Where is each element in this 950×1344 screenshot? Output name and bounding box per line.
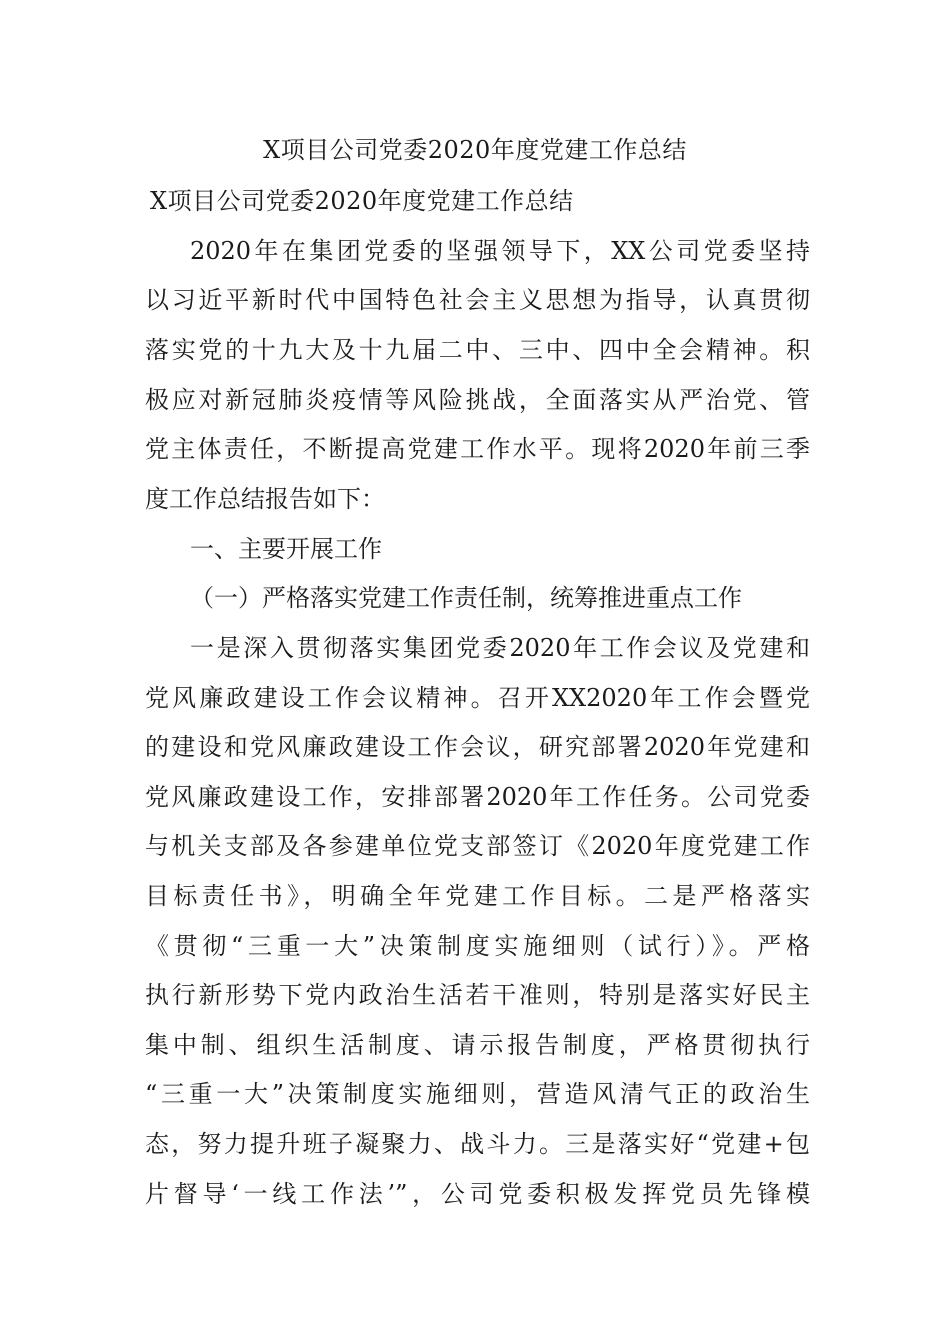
paragraph-line: 以习近平新时代中国特色社会主义思想为指导，认真贯彻 [145,286,810,314]
paragraph-line: 执行新形势下党内政治生活若干准则，特别是落实好民主 [145,981,810,1009]
paragraph-line: 落实党的十九大及十九届二中、三中、四中全会精神。积 [145,336,810,364]
paragraph-line: 片督导‘一线工作法’”，公司党委积极发挥党员先锋模 [145,1180,810,1208]
paragraph-line: 集中制、组织生活制度、请示报告制度，严格贯彻执行 [145,1031,810,1059]
paragraph-line: 度工作总结报告如下： [145,485,385,513]
section-heading: 一、主要开展工作 [190,535,382,563]
paragraph-line: “三重一大”决策制度实施细则，营造风清气正的政治生 [145,1080,810,1108]
paragraph-line: 党主体责任，不断提高党建工作水平。现将2020年前三季 [145,435,810,463]
paragraph-line: 与机关支部及各参建单位党支部签订《2020年度党建工作 [145,832,810,860]
paragraph-line: 目标责任书》，明确全年党建工作目标。二是严格落实 [145,882,810,910]
paragraph-line: 一是深入贯彻落实集团党委2020年工作会议及党建和 [190,634,810,662]
paragraph-line: 极应对新冠肺炎疫情等风险挑战，全面落实从严治党、管 [145,386,810,414]
paragraph-line: 2020年在集团党委的坚强领导下，XX公司党委坚持 [190,237,810,265]
paragraph-line: 党风廉政建设工作会议精神。召开XX2020年工作会暨党 [145,684,810,712]
document-subtitle: X项目公司党委2020年度党建工作总结 [150,187,574,215]
paragraph-line: 党风廉政建设工作，安排部署2020年工作任务。公司党委 [145,783,810,811]
paragraph-line: 《贯彻“三重一大”决策制度实施细则（试行）》。严格 [145,932,810,960]
paragraph-line: 的建设和党风廉政建设工作会议，研究部署2020年党建和 [145,733,810,761]
subsection-heading: （一）严格落实党建工作责任制，统筹推进重点工作 [190,584,742,612]
paragraph-line: 态，努力提升班子凝聚力、战斗力。三是落实好“党建+包 [145,1130,810,1158]
document-title: X项目公司党委2020年度党建工作总结 [263,136,687,164]
